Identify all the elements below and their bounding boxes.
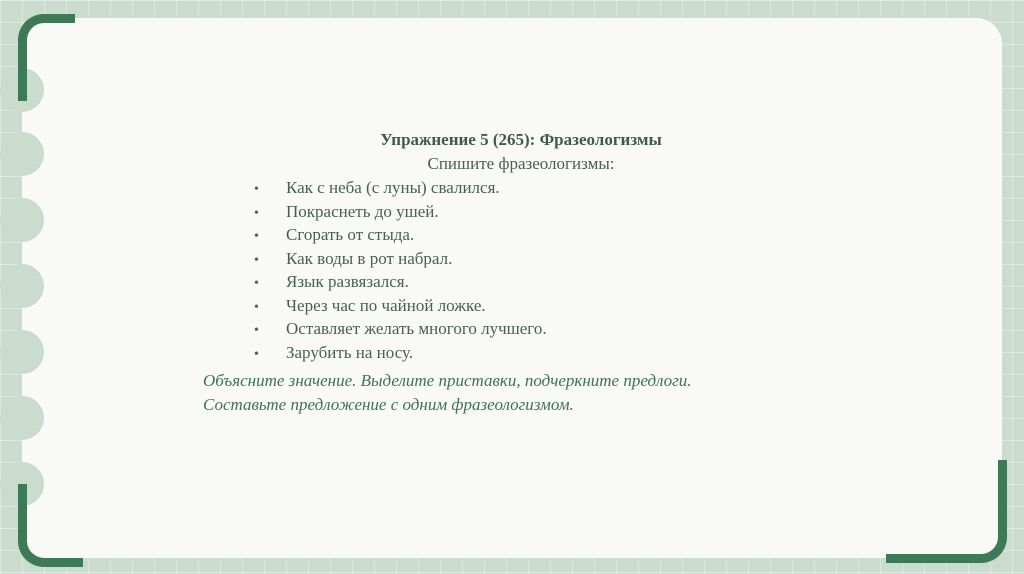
- list-item: [254, 343, 547, 367]
- slide-subtitle: Спишите фразеологизмы:: [427, 154, 615, 173]
- bullet-icon: •: [254, 323, 259, 338]
- bullet-icon: •: [254, 205, 259, 221]
- list-item: [254, 225, 547, 249]
- bullet-icon: •: [254, 299, 259, 315]
- list-item-text: Через час по чайной ложке.: [286, 295, 486, 315]
- bullet-icon: •: [254, 346, 259, 362]
- bullet-icon: •: [254, 229, 259, 244]
- instruction-line: Составьте предложение с одним фразеологизмом.: [203, 395, 574, 414]
- list-item: [254, 178, 547, 202]
- list-item-text: Сгорать от стыда.: [286, 225, 415, 244]
- slide-title: Упражнение 5 (265): Фразеологизмы: [380, 130, 662, 149]
- phraseology-list: [254, 178, 547, 366]
- list-item: [254, 272, 547, 296]
- instruction-line: Объясните значение. Выделите приставки, подчеркните предлоги.: [203, 371, 692, 390]
- bullet-icon: •: [254, 276, 259, 291]
- list-item: [254, 202, 547, 226]
- list-item: [254, 296, 547, 320]
- list-item-text: Как с неба (с луны) свалился.: [286, 178, 500, 197]
- list-item-text: Оставляет желать многого лучшего.: [286, 319, 547, 338]
- bullet-icon: •: [254, 182, 259, 197]
- list-item-text: Как воды в рот набрал.: [286, 248, 453, 268]
- list-item-text: Покраснеть до ушей.: [286, 201, 439, 221]
- list-item: [254, 249, 547, 273]
- bullet-icon: •: [254, 252, 259, 268]
- list-item-text: Язык развязался.: [286, 272, 409, 291]
- list-item-text: Зарубить на носу.: [286, 342, 414, 362]
- list-item: [254, 319, 547, 343]
